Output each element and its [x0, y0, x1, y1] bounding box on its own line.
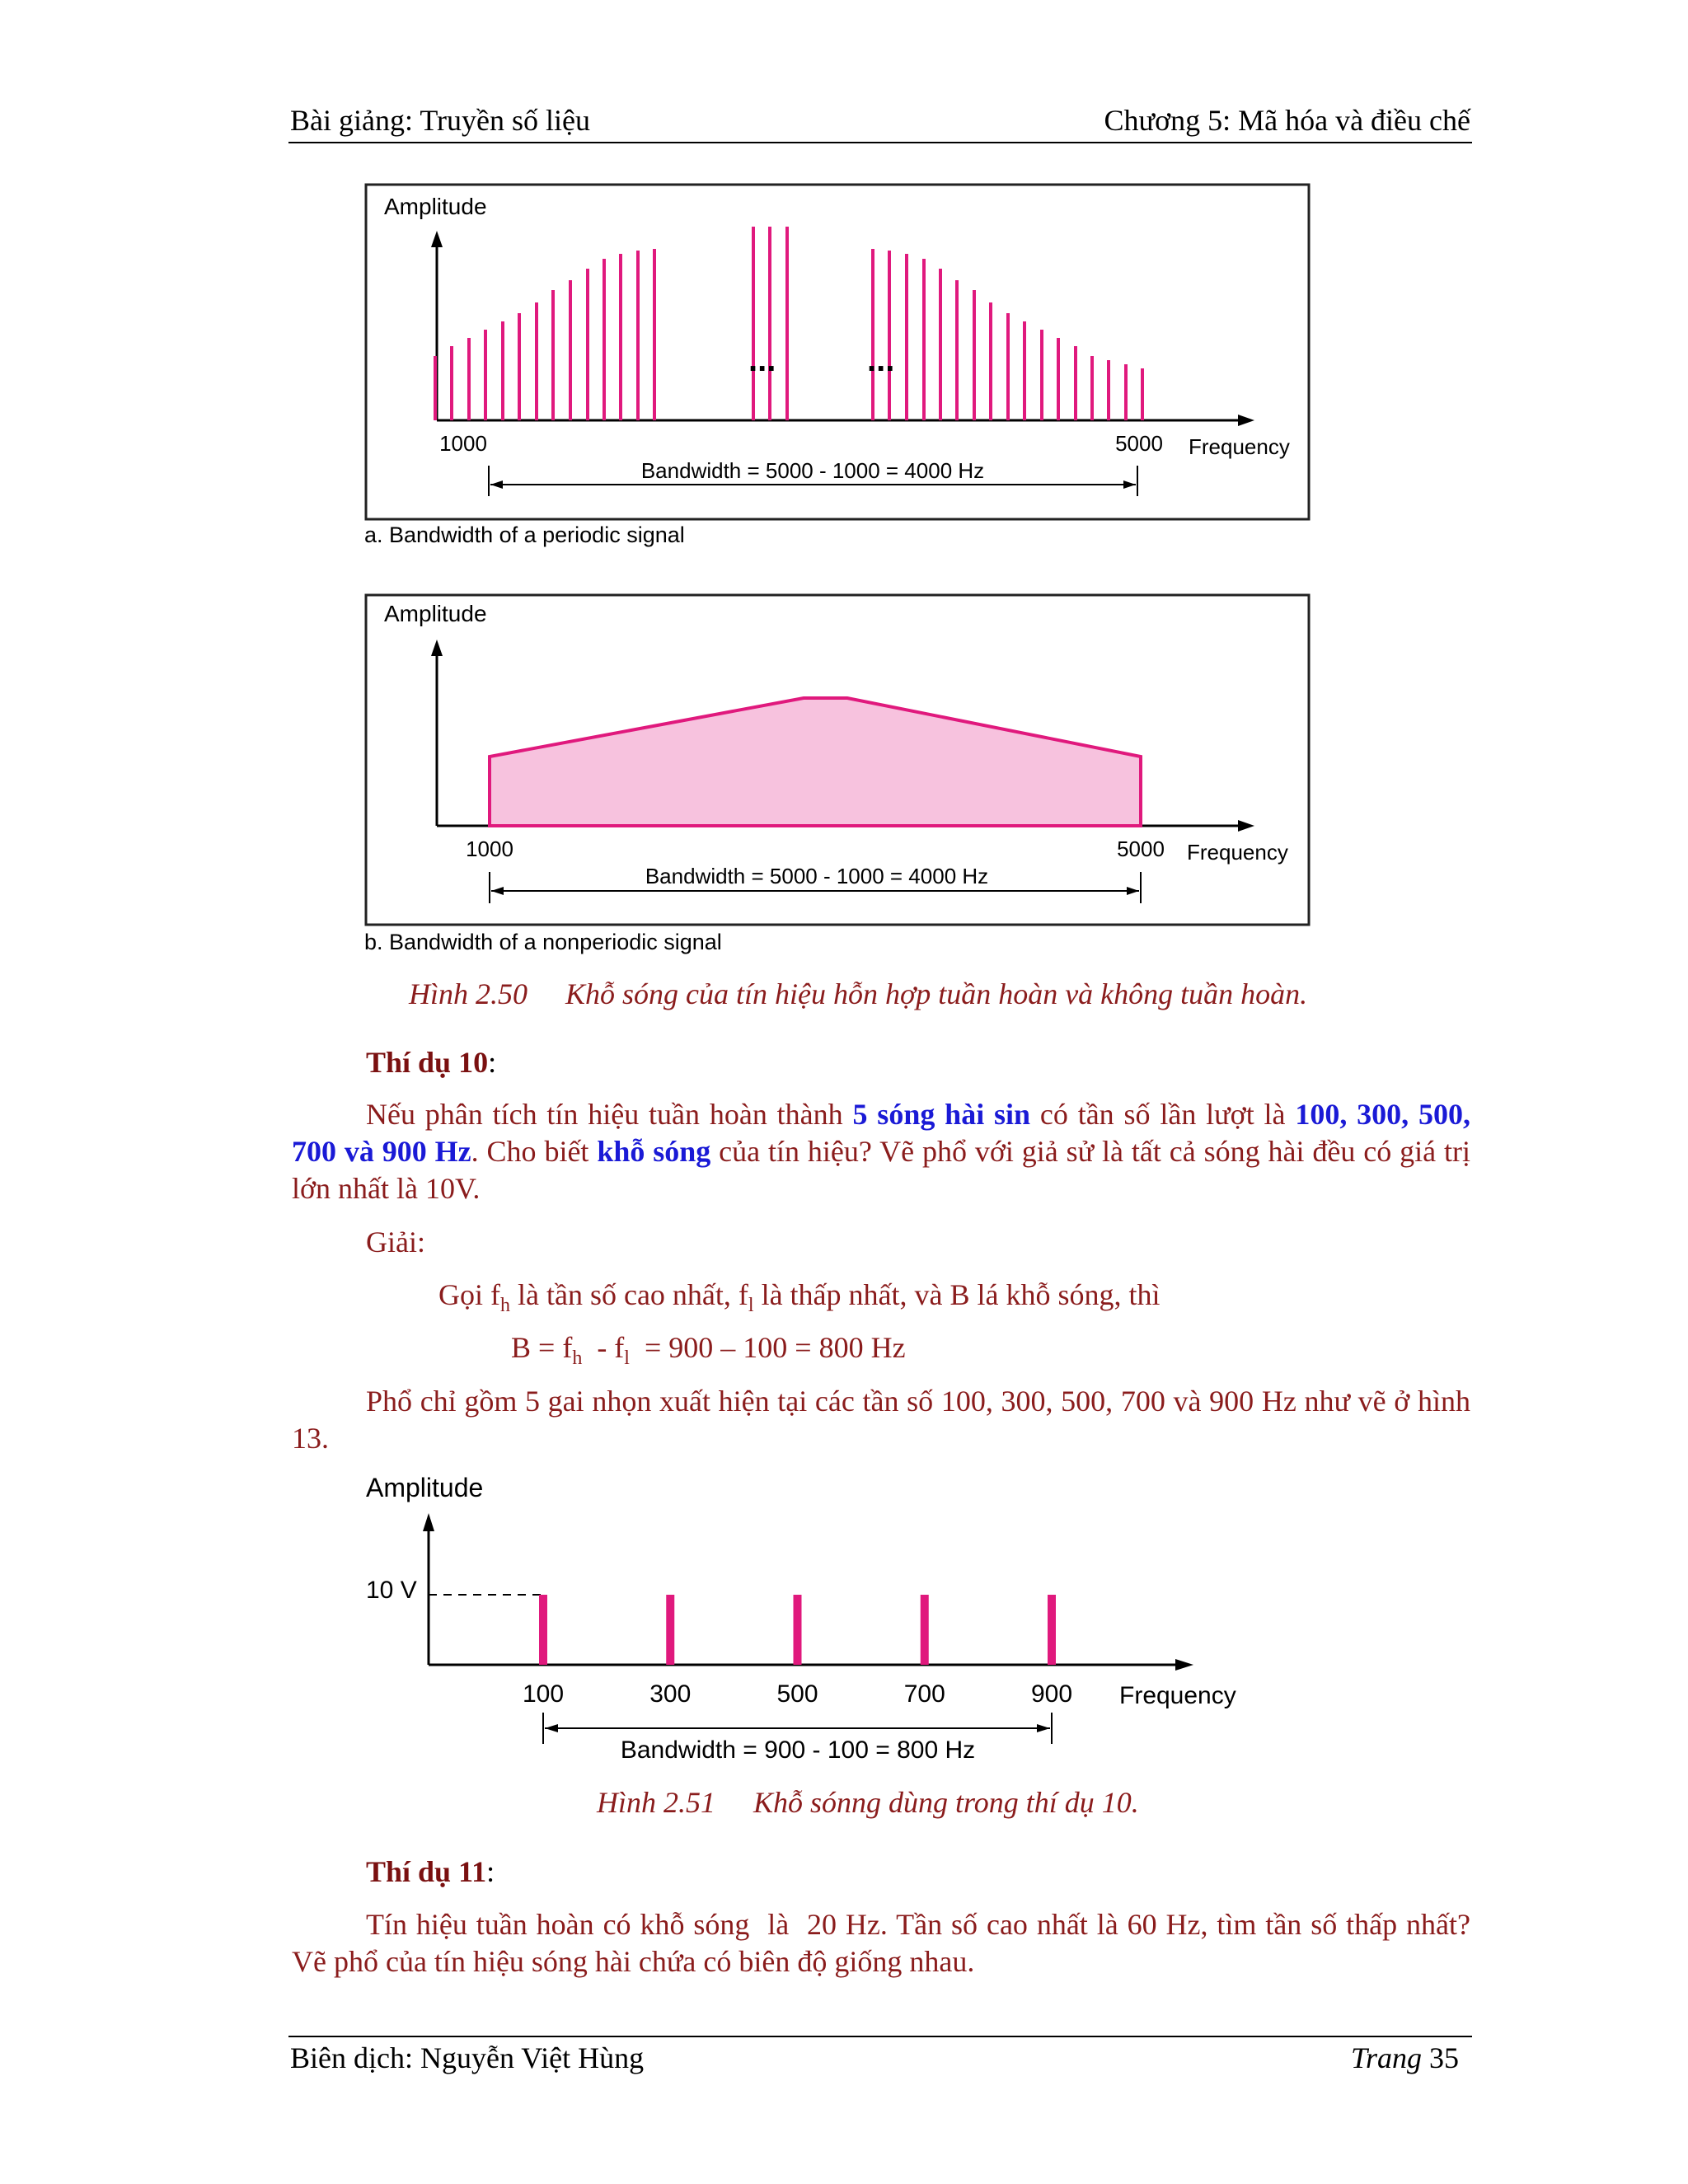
spectrum-area: [490, 698, 1141, 826]
text-run: . Cho biết: [471, 1135, 598, 1168]
spectrum-chart: [354, 1467, 1261, 1780]
spectrum-bar: [666, 1595, 674, 1665]
solution-label: Giải:: [366, 1226, 425, 1258]
spectrum-bar: [539, 1595, 547, 1665]
x-axis-label: Frequency: [1119, 1682, 1236, 1709]
bandwidth-label: Bandwidth = 5000 - 1000 = 4000 Hz: [645, 864, 989, 888]
bandwidth-label: Bandwidth = 900 - 100 = 800 Hz: [620, 1736, 976, 1764]
example-title-text: Thí dụ 10: [366, 1046, 489, 1079]
example-10-paragraph: [292, 1096, 1470, 1207]
spectrum-spikes: [435, 227, 1142, 420]
page-number: 35: [1429, 2041, 1459, 2074]
spectrum-bar: [794, 1595, 802, 1665]
y-axis-label: Amplitude: [384, 194, 487, 219]
example-title-text: Thí dụ 11: [366, 1855, 487, 1888]
footer-page: [1351, 2041, 1459, 2075]
highlight-bandwidth: khỗ sóng: [597, 1135, 711, 1168]
x-tick-label: 300: [649, 1680, 692, 1708]
x-tick-label: 900: [1030, 1680, 1073, 1708]
subscript-h: h: [500, 1295, 510, 1317]
text-run: của tín hiệu? Vẽ phổ với giả sử là tất cả sóng hài đều có giá trị lớn nhất là 10V.: [292, 1135, 1470, 1205]
highlight-harmonics: 5 sóng hài sin: [852, 1098, 1031, 1131]
tick-5000: 5000: [1117, 837, 1165, 861]
footer-rule: [288, 2036, 1472, 2037]
header-right: Chương 5: Mã hóa và điều chế: [1104, 104, 1470, 137]
example-title-colon: :: [486, 1855, 495, 1888]
figure-periodic: [364, 183, 1312, 521]
figure-nonperiodic: [364, 593, 1312, 927]
x-tick-label: 500: [776, 1680, 818, 1708]
spectrum-bar: [1048, 1595, 1056, 1665]
bandwidth-label: Bandwidth = 5000 - 1000 = 4000 Hz: [640, 458, 985, 483]
ellipsis-right: ...: [867, 342, 895, 378]
footer-left: Biên dịch: Nguyễn Việt Hùng: [290, 2041, 645, 2074]
x-axis-label: Frequency: [1187, 840, 1288, 865]
caption-text: Khỗ sóng của tín hiệu hỗn hợp tuần hoàn và không tuần hoàn.: [565, 977, 1308, 1010]
y-axis-label: Amplitude: [384, 601, 487, 626]
y-tick-label: 10 V: [366, 1577, 417, 1604]
solution-line-2: [511, 1330, 906, 1370]
tick-1000: 1000: [439, 431, 487, 456]
figure-b-caption: b. Bandwidth of a nonperiodic signal: [364, 930, 722, 954]
tick-1000: 1000: [466, 837, 513, 861]
example-title-colon: :: [488, 1046, 497, 1079]
text-run: là tần số cao nhất, f: [510, 1278, 748, 1311]
highlight-frequencies: 100, 300, 500, 700 và 900 Hz: [292, 1098, 1470, 1168]
caption-number: Hình 2.51: [597, 1786, 715, 1819]
figure-a-caption: a. Bandwidth of a periodic signal: [364, 523, 685, 547]
text-run: Nếu phân tích tín hiệu tuần hoàn thành: [366, 1098, 853, 1131]
subscript-h: h: [572, 1347, 583, 1370]
spectrum-bar: [921, 1595, 929, 1665]
x-axis-label: Frequency: [1189, 434, 1290, 459]
text-run: là thấp nhất, và B lá khỗ sóng, thì: [753, 1278, 1160, 1311]
text-run: Gọi f: [438, 1278, 500, 1311]
header-rule: [288, 142, 1472, 143]
caption-text: Khỗ sónng dùng trong thí dụ 10.: [753, 1786, 1139, 1819]
text-run: = 900 – 100 = 800 Hz: [629, 1331, 906, 1364]
y-axis-label: Amplitude: [366, 1473, 484, 1502]
tick-5000: 5000: [1115, 431, 1163, 456]
example-10-paragraph-2: Phổ chỉ gồm 5 gai nhọn xuất hiện tại các tần số 100, 300, 500, 700 và 900 Hz như vẽ ở hình 13.: [292, 1385, 1470, 1455]
x-tick-label: 700: [903, 1680, 945, 1708]
figure-caption-250: [409, 977, 1307, 1011]
solution-line-1: [438, 1277, 1160, 1317]
example-10-title: [366, 1045, 496, 1080]
example-11-paragraph: Tín hiệu tuần hoàn có khỗ sóng là 20 Hz. Tần số cao nhất là 60 Hz, tìm tần số thấp nhất? Vẽ phổ của tín hiệu sóng hài chứa có biên độ giống nhau.: [292, 1908, 1478, 1978]
subscript-l: l: [748, 1295, 754, 1317]
text-run: có tần số lần lượt là: [1030, 1098, 1296, 1131]
subscript-l: l: [624, 1347, 630, 1370]
page-label: Trang: [1350, 2041, 1422, 2074]
example-11-title: [366, 1854, 495, 1889]
header-left: Bài giảng: Truyền số liệu: [290, 104, 591, 137]
text-run: - f: [582, 1331, 625, 1364]
x-tick-label: 100: [522, 1680, 565, 1708]
ellipsis-left: ...: [748, 342, 776, 378]
text-run: B = f: [511, 1331, 573, 1364]
figure-caption-251: [597, 1785, 1139, 1820]
caption-number: Hình 2.50: [409, 977, 528, 1010]
